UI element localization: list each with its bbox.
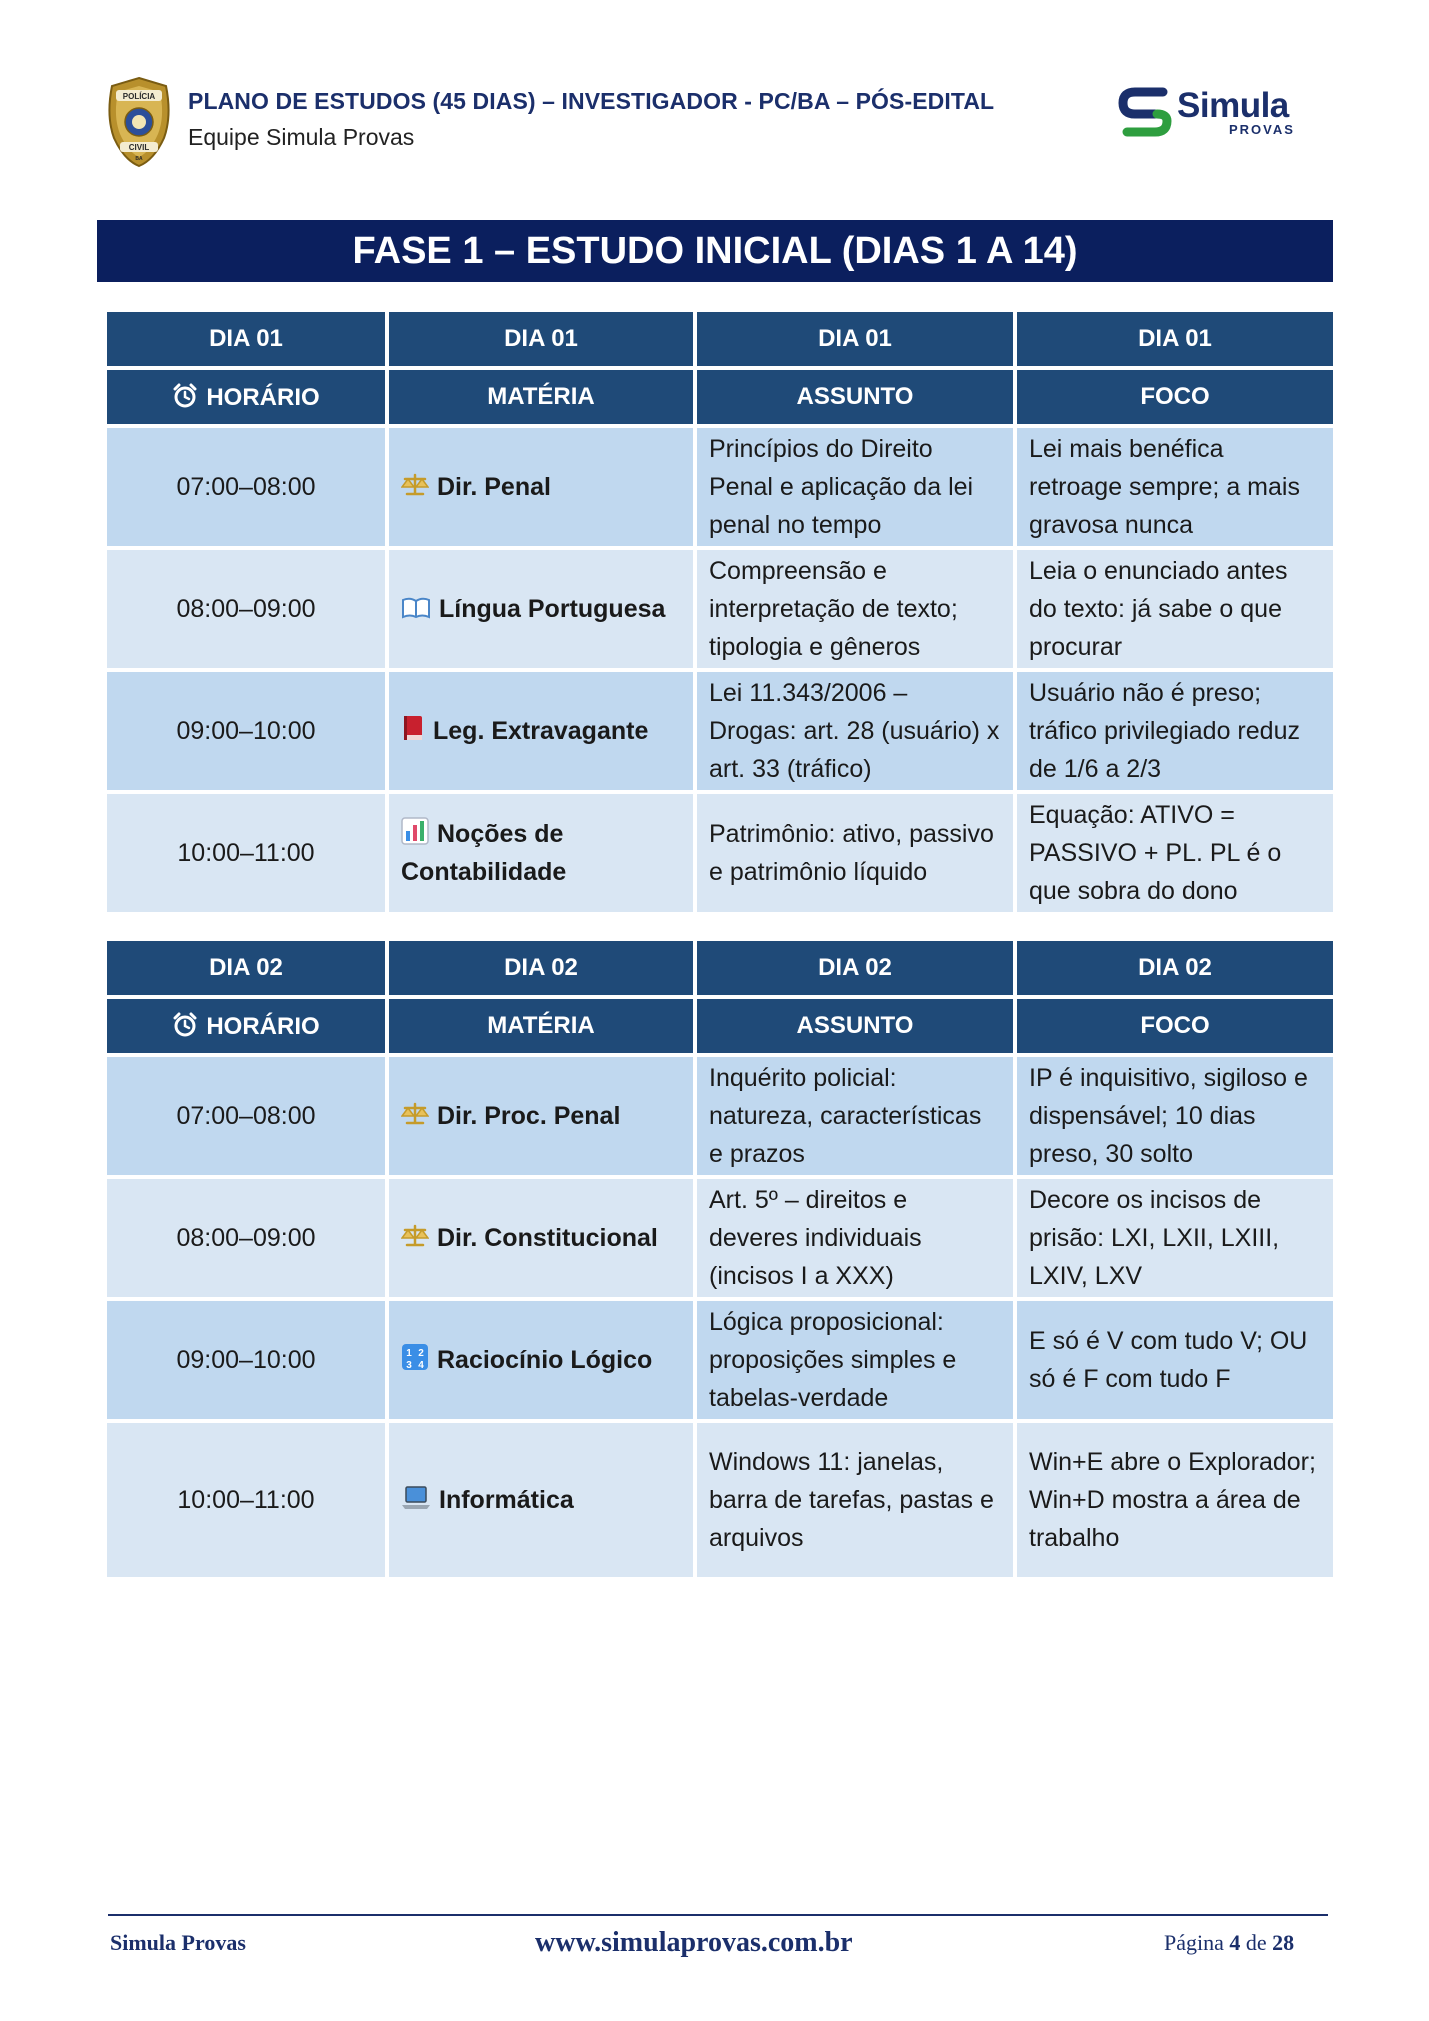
time-cell: 08:00–09:00 bbox=[107, 550, 385, 668]
table-row bbox=[107, 428, 1333, 546]
day-label: DIA 01 bbox=[389, 312, 693, 366]
scales-icon bbox=[401, 1223, 429, 1249]
table-row bbox=[107, 1057, 1333, 1175]
column-header-topic: ASSUNTO bbox=[697, 370, 1013, 424]
subject-cell bbox=[389, 1423, 693, 1577]
subject-cell bbox=[389, 1179, 693, 1297]
column-header-focus: FOCO bbox=[1017, 999, 1333, 1053]
focus-cell: Equação: ATIVO = PASSIVO + PL. PL é o que sobra do dono bbox=[1017, 794, 1333, 912]
subject-cell bbox=[389, 794, 693, 912]
footer-website-link[interactable]: www.simulaprovas.com.br bbox=[535, 1927, 853, 1958]
topic-cell: Art. 5º – direitos e deveres individuais (incisos I a XXX) bbox=[697, 1179, 1013, 1297]
red-book-icon bbox=[401, 714, 425, 742]
alarm-clock-icon bbox=[172, 1012, 198, 1038]
focus-cell: E só é V com tudo V; OU só é F com tudo F bbox=[1017, 1301, 1333, 1419]
subject-label: Noções de Contabilidade bbox=[401, 820, 567, 886]
svg-text:2: 2 bbox=[418, 1348, 424, 1359]
day-label: DIA 01 bbox=[697, 312, 1013, 366]
subject-label: Dir. Proc. Penal bbox=[437, 1102, 621, 1130]
focus-cell: Lei mais benéfica retroage sempre; a mais gravosa nunca bbox=[1017, 428, 1333, 546]
topic-cell: Inquérito policial: natureza, características e prazos bbox=[697, 1057, 1013, 1175]
page-of: de bbox=[1245, 1930, 1267, 1955]
day-label: DIA 02 bbox=[1017, 941, 1333, 995]
logo-name: Simula bbox=[1177, 86, 1289, 125]
focus-cell: Decore os incisos de prisão: LXI, LXII, LXIII, LXIV, LXV bbox=[1017, 1179, 1333, 1297]
table-row bbox=[107, 1301, 1333, 1419]
focus-cell: Leia o enunciado antes do texto: já sabe o que procurar bbox=[1017, 550, 1333, 668]
alarm-clock-icon bbox=[172, 383, 198, 409]
footer-divider bbox=[108, 1914, 1328, 1916]
day-label: DIA 02 bbox=[697, 941, 1013, 995]
page-total: 28 bbox=[1272, 1930, 1295, 1955]
laptop-icon bbox=[401, 1485, 431, 1511]
book-icon bbox=[401, 596, 431, 620]
document-subtitle: Equipe Simula Provas bbox=[188, 124, 415, 150]
column-header-focus: FOCO bbox=[1017, 370, 1333, 424]
subject-label: Leg. Extravagante bbox=[433, 717, 649, 745]
scales-icon bbox=[401, 1101, 429, 1127]
svg-text:CIVIL: CIVIL bbox=[128, 143, 150, 152]
time-cell: 10:00–11:00 bbox=[107, 794, 385, 912]
logo-sub: PROVAS bbox=[1229, 122, 1295, 137]
svg-text:BA: BA bbox=[135, 156, 143, 162]
table-row bbox=[107, 1179, 1333, 1297]
focus-cell: Usuário não é preso; tráfico privilegiado reduz de 1/6 a 2/3 bbox=[1017, 672, 1333, 790]
page-header bbox=[104, 74, 1304, 174]
column-header-label: HORÁRIO bbox=[206, 383, 320, 411]
topic-cell: Princípios do Direito Penal e aplicação da lei penal no tempo bbox=[697, 428, 1013, 546]
page-current: 4 bbox=[1229, 1930, 1241, 1955]
column-header-row bbox=[107, 370, 1333, 424]
time-cell: 07:00–08:00 bbox=[107, 1057, 385, 1175]
subject-cell bbox=[389, 550, 693, 668]
subject-cell bbox=[389, 1301, 693, 1419]
subject-cell bbox=[389, 1057, 693, 1175]
table-row bbox=[107, 550, 1333, 668]
time-cell: 09:00–10:00 bbox=[107, 1301, 385, 1419]
subject-label: Dir. Penal bbox=[437, 473, 551, 501]
simula-provas-logo bbox=[1117, 82, 1307, 142]
topic-cell: Windows 11: janelas, barra de tarefas, pastas e arquivos bbox=[697, 1423, 1013, 1577]
day-label: DIA 01 bbox=[1017, 312, 1333, 366]
column-header-row bbox=[107, 999, 1333, 1053]
time-cell: 07:00–08:00 bbox=[107, 428, 385, 546]
footer-brand: Simula Provas bbox=[110, 1930, 246, 1955]
subject-label: Informática bbox=[439, 1486, 574, 1514]
svg-text:4: 4 bbox=[418, 1360, 424, 1371]
svg-text:3: 3 bbox=[406, 1360, 412, 1371]
column-header-subject: MATÉRIA bbox=[389, 370, 693, 424]
column-header-label: HORÁRIO bbox=[206, 1012, 320, 1040]
table-row bbox=[107, 672, 1333, 790]
subject-label: Dir. Constitucional bbox=[437, 1224, 658, 1252]
day-label: DIA 02 bbox=[389, 941, 693, 995]
column-header-time bbox=[107, 370, 385, 424]
time-cell: 10:00–11:00 bbox=[107, 1423, 385, 1577]
page-word: Página bbox=[1164, 1930, 1224, 1955]
document-title: PLANO DE ESTUDOS (45 DIAS) – INVESTIGADOR - PC/BA – PÓS-EDITAL bbox=[188, 88, 995, 114]
topic-cell: Patrimônio: ativo, passivo e patrimônio líquido bbox=[697, 794, 1013, 912]
subject-label: Raciocínio Lógico bbox=[437, 1346, 653, 1374]
time-cell: 09:00–10:00 bbox=[107, 672, 385, 790]
schedule-table-day-2 bbox=[103, 937, 1337, 1581]
day-label-row bbox=[107, 941, 1333, 995]
column-header-time bbox=[107, 999, 385, 1053]
schedule-table-day-1 bbox=[103, 308, 1337, 916]
subject-label: Língua Portuguesa bbox=[439, 595, 666, 623]
topic-cell: Lei 11.343/2006 – Drogas: art. 28 (usuário) x art. 33 (tráfico) bbox=[697, 672, 1013, 790]
police-badge-logo bbox=[104, 76, 174, 168]
day-label: DIA 01 bbox=[107, 312, 385, 366]
table-row bbox=[107, 1423, 1333, 1577]
subject-cell bbox=[389, 672, 693, 790]
svg-text:1: 1 bbox=[406, 1348, 412, 1359]
svg-text:POLÍCIA: POLÍCIA bbox=[122, 92, 156, 101]
table-row bbox=[107, 794, 1333, 912]
bar-chart-icon bbox=[401, 817, 429, 845]
day-label-row bbox=[107, 312, 1333, 366]
topic-cell: Lógica proposicional: proposições simples e tabelas-verdade bbox=[697, 1301, 1013, 1419]
scales-icon bbox=[401, 472, 429, 498]
simula-s-icon bbox=[1117, 84, 1173, 140]
column-header-topic: ASSUNTO bbox=[697, 999, 1013, 1053]
numbers-icon bbox=[401, 1343, 429, 1371]
day-label: DIA 02 bbox=[107, 941, 385, 995]
phase-banner: FASE 1 – ESTUDO INICIAL (DIAS 1 A 14) bbox=[97, 220, 1333, 282]
subject-cell bbox=[389, 428, 693, 546]
topic-cell: Compreensão e interpretação de texto; tipologia e gêneros bbox=[697, 550, 1013, 668]
time-cell: 08:00–09:00 bbox=[107, 1179, 385, 1297]
column-header-subject: MATÉRIA bbox=[389, 999, 693, 1053]
focus-cell: IP é inquisitivo, sigiloso e dispensável; 10 dias preso, 30 solto bbox=[1017, 1057, 1333, 1175]
focus-cell: Win+E abre o Explorador; Win+D mostra a área de trabalho bbox=[1017, 1423, 1333, 1577]
page-number bbox=[1164, 1930, 1294, 1956]
